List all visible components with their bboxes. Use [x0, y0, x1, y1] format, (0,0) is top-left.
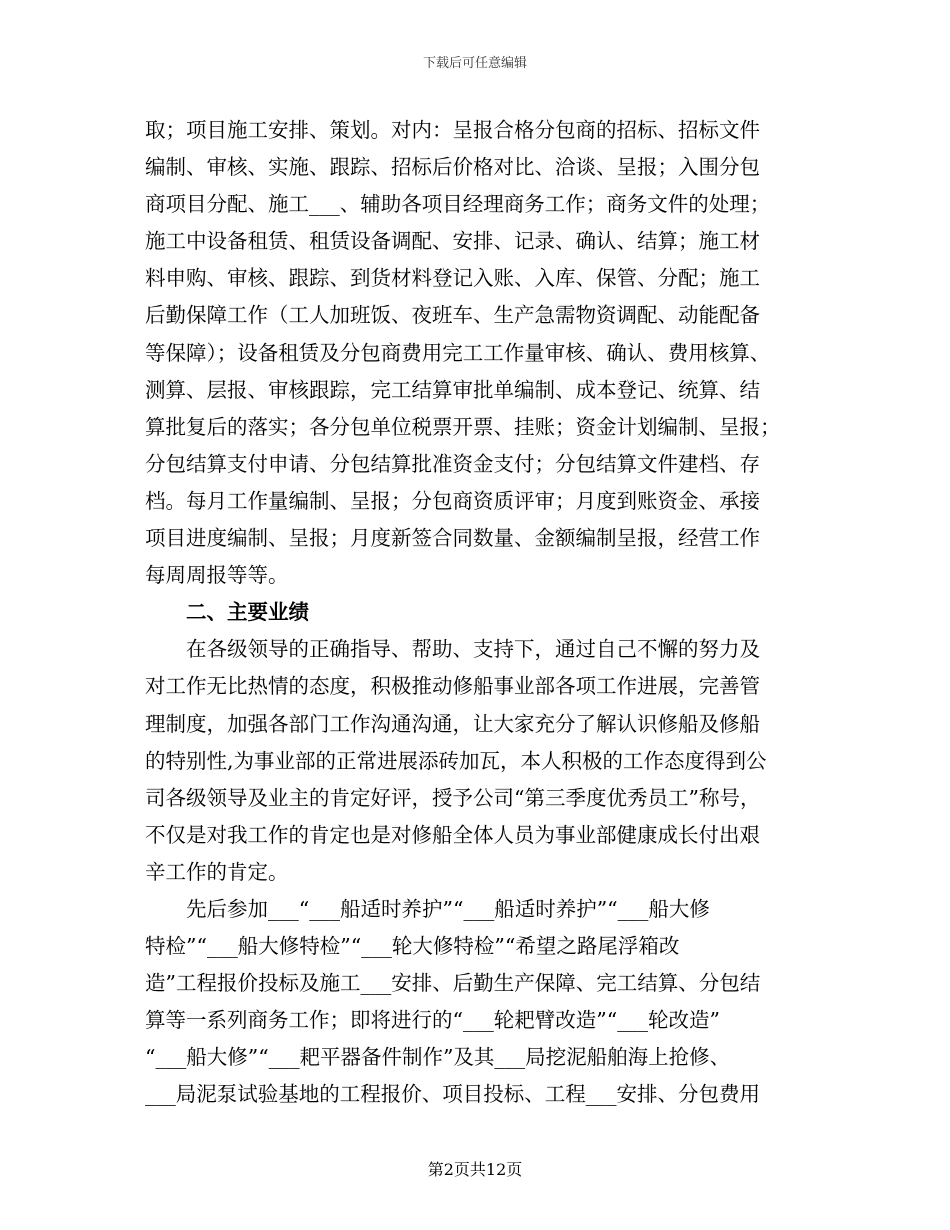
- page-header: 下载后可任意编辑: [422, 56, 527, 71]
- text-line: 司各级领导及业主的肯定好评，授予公司“第三季度优秀员工”称号，: [145, 785, 761, 810]
- text-line: 特检”“___船大修特检”“___轮大修特检”“希望之路尾浮箱改: [145, 934, 680, 959]
- text-line: 每周周报等等。: [145, 563, 289, 588]
- text-line: ___局泥泵试验基地的工程报价、项目投标、工程___安排、分包费用: [145, 1082, 760, 1107]
- text-line: 商项目分配、施工___、辅助各项目经理商务工作；商务文件的处理；: [145, 192, 771, 217]
- text-line: 理制度，加强各部门工作沟通沟通，让大家充分了解认识修船及修船: [145, 711, 760, 736]
- text-line: 施工中设备租赁、租赁设备调配、安排、记录、确认、结算；施工材: [145, 229, 760, 254]
- text-line: 在各级领导的正确指导、帮助、支持下，通过自己不懈的努力及: [186, 637, 760, 662]
- body-text: [145, 112, 805, 1114]
- text-line: 测算、层报、审核跟踪，完工结算审批单编制、成本登记、统算、结: [145, 377, 760, 402]
- page-footer: 第2页共12页: [427, 1160, 523, 1179]
- text-line: 取；项目施工安排、策划。对内：呈报合格分包商的招标、招标文件: [145, 118, 760, 142]
- section-heading: 二、主要业绩: [186, 600, 309, 625]
- text-line: 先后参加___“___船适时养护”“___船适时养护”“___船大修: [186, 896, 710, 921]
- text-line: 编制、审核、实施、跟踪、招标后价格对比、洽谈、呈报；入围分包: [145, 155, 760, 180]
- text-line: 不仅是对我工作的肯定也是对修船全体人员为事业部健康成长付出艰: [145, 822, 760, 847]
- text-line: “___船大修”“___耙平器备件制作”及其___局挖泥船舶海上抢修、: [145, 1045, 731, 1070]
- text-line: 料申购、审核、跟踪、到货材料登记入账、入库、保管、分配；施工: [145, 266, 760, 291]
- text-line: 的特别性,为事业部的正常进展添砖加瓦，本人积极的工作态度得到公: [145, 748, 767, 773]
- text-line: 项目进度编制、呈报；月度新签合同数量、金额编制呈报，经营工作: [145, 526, 760, 551]
- text-line: 档。每月工作量编制、呈报；分包商资质评审；月度到账资金、承接: [145, 488, 760, 513]
- text-line: 分包结算支付申请、分包结算批准资金支付；分包结算文件建档、存: [145, 451, 760, 476]
- text-line: 后勤保障工作（工人加班饭、夜班车、生产急需物资调配、动能配备: [145, 303, 760, 328]
- text-line: 对工作无比热情的态度，积极推动修船事业部各项工作进展，完善管: [145, 674, 760, 699]
- text-line: 造”工程报价投标及施工___安排、后勤生产保障、完工结算、分包结: [145, 971, 761, 996]
- text-line: 等保障）；设备租赁及分包商费用完工工作量审核、确认、费用核算、: [145, 340, 771, 365]
- text-line: 算批复后的落实；各分包单位税票开票、挂账；资金计划编制、呈报；: [145, 414, 781, 439]
- text-line: 辛工作的肯定。: [145, 859, 289, 884]
- text-line: 算等一系列商务工作；即将进行的“___轮耙臂改造”“___轮改造”: [145, 1008, 720, 1033]
